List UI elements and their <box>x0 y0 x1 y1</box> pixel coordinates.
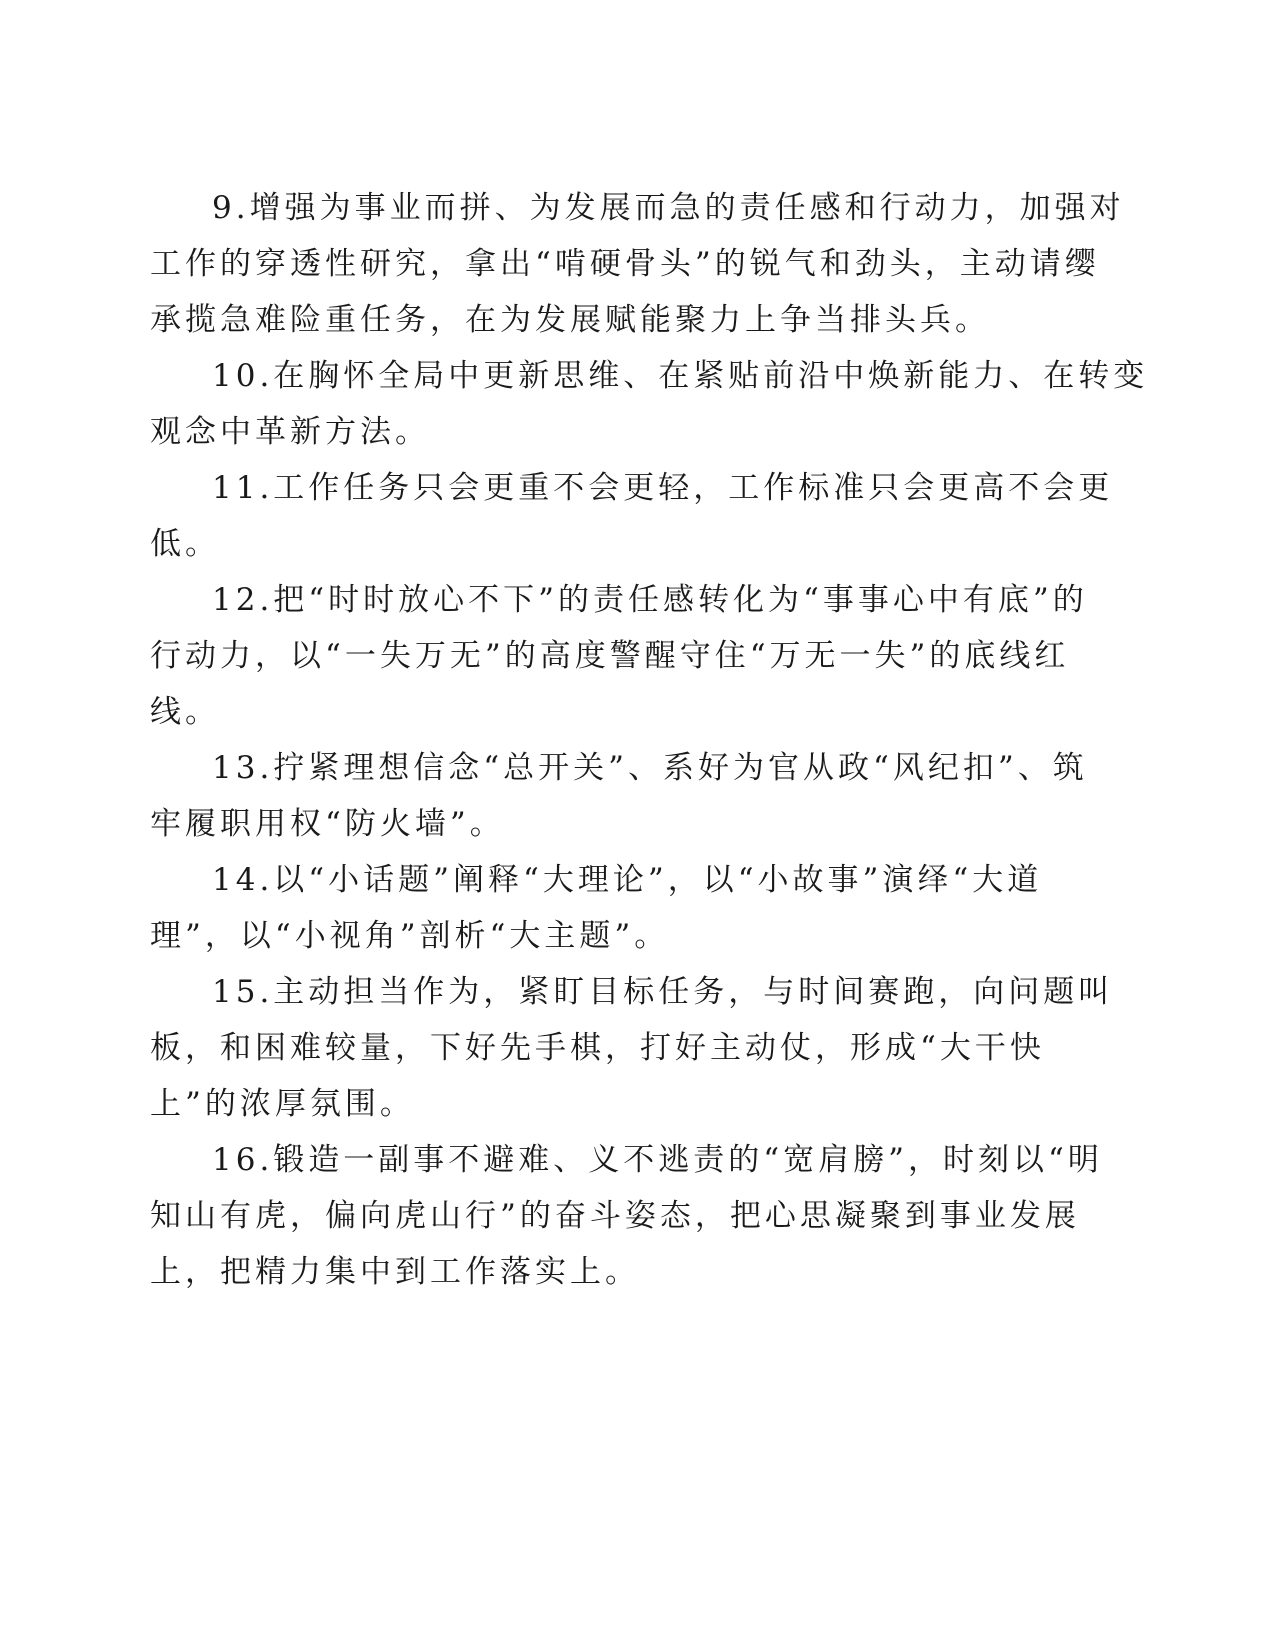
paragraph-10-line-2: 观念中革新方法。 <box>150 414 430 450</box>
paragraph-13-line-1: 13.拧紧理想信念“总开关”、系好为官从政“风纪扣”、筑 <box>212 750 1088 786</box>
paragraph-16-line-3: 上，把精力集中到工作落实上。 <box>150 1254 640 1290</box>
paragraph-9-line-1: 9.增强为事业而拼、为发展而急的责任感和行动力，加强对 <box>212 190 1125 226</box>
paragraph-16-line-1: 16.锻造一副事不避难、义不逃责的“宽肩膀”，时刻以“明 <box>212 1142 1103 1178</box>
paragraph-14-line-2: 理”，以“小视角”剖析“大主题”。 <box>150 918 670 954</box>
paragraph-12-line-3: 线。 <box>150 694 220 730</box>
paragraph-13-line-2: 牢履职用权“防火墙”。 <box>150 806 505 842</box>
paragraph-16-line-2: 知山有虎，偏向虎山行”的奋斗姿态，把心思凝聚到事业发展 <box>150 1198 1080 1234</box>
paragraph-14-line-1: 14.以“小话题”阐释“大理论”，以“小故事”演绎“大道 <box>212 862 1043 898</box>
paragraph-10-line-1: 10.在胸怀全局中更新思维、在紧贴前沿中焕新能力、在转变 <box>212 358 1149 394</box>
paragraph-15-line-2: 板，和困难较量，下好先手棋，打好主动仗，形成“大干快 <box>150 1030 1045 1066</box>
paragraph-12-line-1: 12.把“时时放心不下”的责任感转化为“事事心中有底”的 <box>212 582 1088 618</box>
document-body <box>150 180 1149 1300</box>
paragraph-15-line-3: 上”的浓厚氛围。 <box>150 1086 415 1122</box>
paragraph-9-line-3: 承揽急难险重任务，在为发展赋能聚力上争当排头兵。 <box>150 302 990 338</box>
paragraph-11-line-2: 低。 <box>150 526 220 562</box>
paragraph-9-line-2: 工作的穿透性研究，拿出“啃硬骨头”的锐气和劲头，主动请缨 <box>150 246 1100 282</box>
paragraph-15-line-1: 15.主动担当作为，紧盯目标任务，与时间赛跑，向问题叫 <box>212 974 1114 1010</box>
paragraph-11-line-1: 11.工作任务只会更重不会更轻，工作标准只会更高不会更 <box>212 470 1114 506</box>
paragraph-12-line-2: 行动力，以“一失万无”的高度警醒守住“万无一失”的底线红 <box>150 638 1070 674</box>
